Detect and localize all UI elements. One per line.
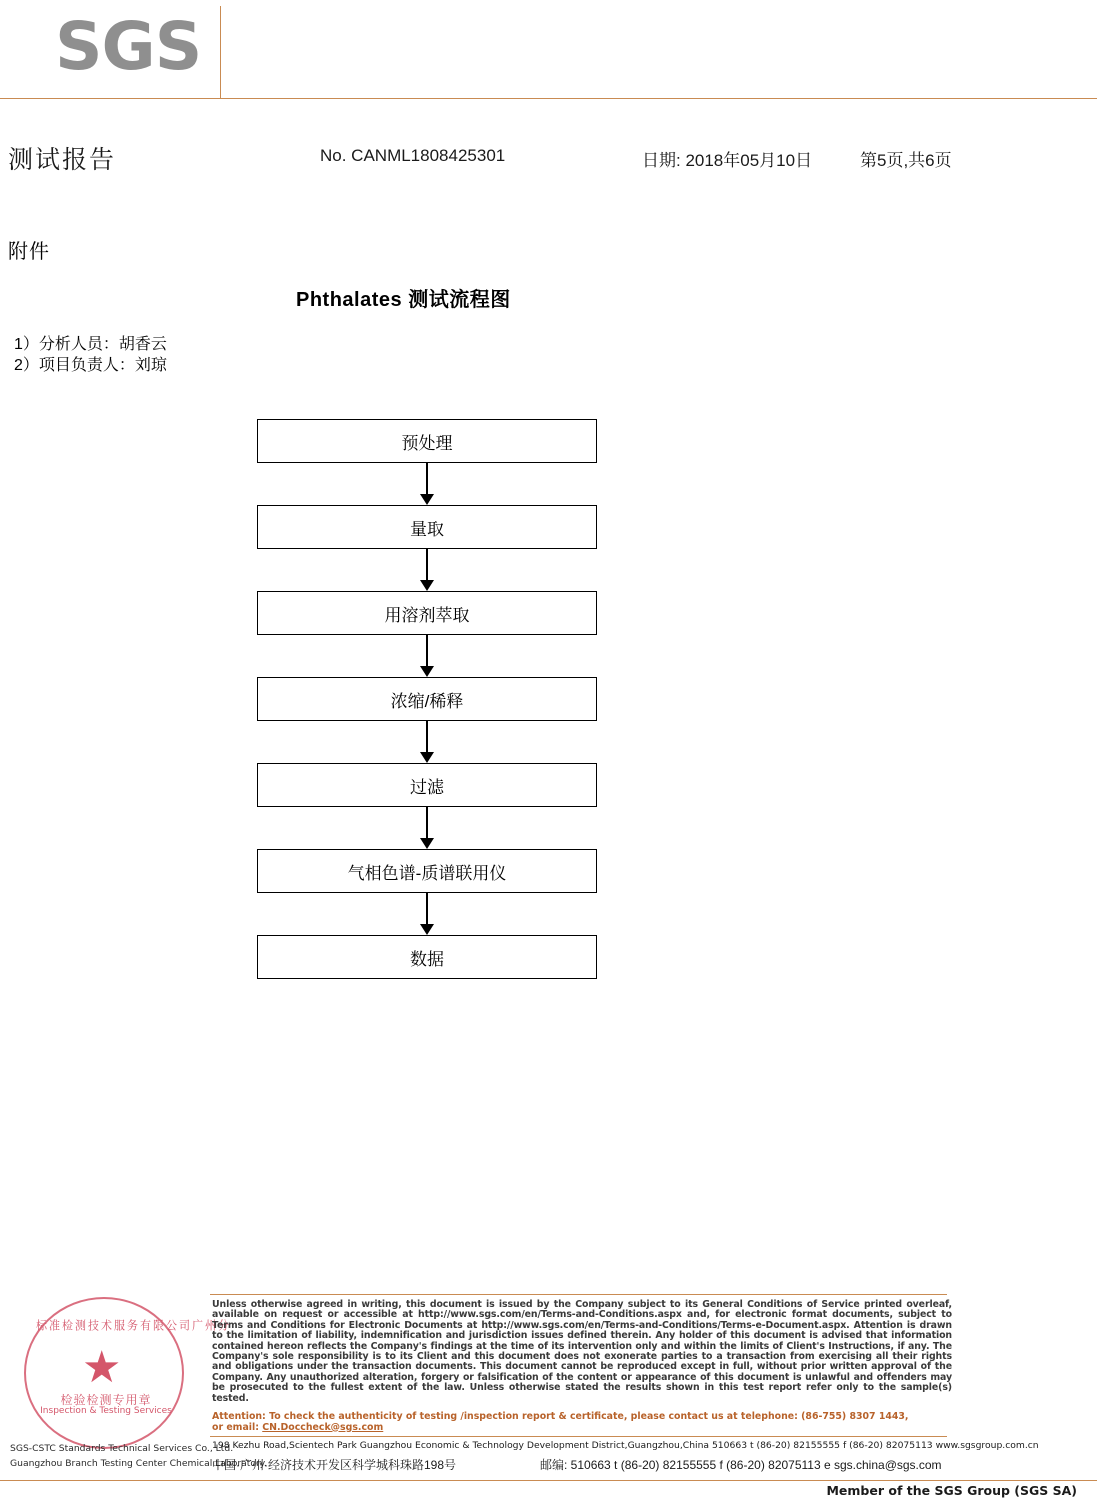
personnel-list (14, 334, 167, 376)
footer-divider-mid (210, 1436, 947, 1437)
flow-arrow-icon (257, 635, 597, 677)
process-flowchart (257, 419, 597, 979)
header-vertical-divider (220, 6, 221, 98)
flow-arrow-icon (257, 807, 597, 849)
footer-attention-line-2 (212, 1423, 952, 1434)
page-title: 测试报告 (8, 146, 117, 174)
doccheck-email-link[interactable]: CN.Doccheck@sgs.com (262, 1421, 384, 1433)
flow-node: 量取 (257, 505, 597, 549)
report-date: 日期: 2018年05月10日 (642, 151, 813, 170)
flowchart-title: Phthalates 测试流程图 (296, 289, 511, 311)
inspection-seal-stamp: 标准检测技术服务有限公司广州分 ★ 检验检测专用章 Inspection & Testing Services SGS-CSTC Standards Technical Services Co., Ltd. Guangzhou Branch Testing Center Chemical Laboratory. (10, 1293, 206, 1453)
list-item: 1）分析人员：胡香云 (14, 336, 167, 353)
header-horizontal-divider (0, 98, 1097, 99)
flow-node: 浓缩/稀释 (257, 677, 597, 721)
report-number: No. CANML1808425301 (320, 146, 506, 165)
seal-center-text-en: Inspection & Testing Services (40, 1406, 172, 1416)
flow-node: 气相色谱-质谱联用仪 (257, 849, 597, 893)
footer-attention-prefix: or email: (212, 1421, 263, 1433)
lab-entity-line-1: SGS-CSTC Standards Technical Services Co., Ltd. (10, 1443, 234, 1454)
footer-divider-bottom (0, 1480, 1097, 1481)
footer-divider-top (210, 1294, 947, 1295)
lab-entity-line-2: Guangzhou Branch Testing Center Chemical Laboratory. (10, 1458, 267, 1469)
footer-attention (212, 1412, 952, 1433)
flow-arrow-icon (257, 463, 597, 505)
footer-address-cn-1: 中国·广州·经济技术开发区科学城科珠路198号 (212, 1458, 457, 1472)
footer-attention-line-1: Attention: To check the authenticity of testing /inspection report & certificate, please contact us at telephone: (86-755) 8307 1443, (212, 1411, 909, 1422)
page-footer (0, 1290, 1097, 1500)
page-indicator: 第5页,共6页 (860, 151, 952, 170)
footer-disclaimer: Unless otherwise agreed in writing, this document is issued by the Company subject to its General Conditions of Service printed overleaf, available on request or accessible at http://www.sgs.com/en/Terms-and-Conditions.aspx and, for electronic format documents, subject to Terms and Conditions for Electronic Documents at http://www.sgs.com/en/Terms-and-Conditions/Terms-e-Document.aspx. Attention is drawn to the limitation of liability, indemnification and jurisdiction issues defined therein. Any holder of this document is advised that information contained hereon reflects the Company's findings at the time of its intervention only and within the limits of Client's Instructions, if any. The Company's sole responsibility is to its Client and this document does not exonerate parties to a transaction from exercising all their rights and obligations under the transaction documents. This document cannot be reproduced except in full, without prior written approval of the Company. Any unauthorized alteration, forgery or falsification of the content or appearance of this document is unlawful and offenders may be prosecuted to the fullest extent of the law. Unless otherwise stated the results shown in this test report refer only to the sample(s) tested. (212, 1299, 952, 1404)
attachment-heading: 附件 (8, 241, 50, 263)
seal-center-text: 检验检测专用章 (60, 1393, 152, 1407)
flow-node: 数据 (257, 935, 597, 979)
flow-arrow-icon (257, 893, 597, 935)
footer-member-text: Member of the SGS Group (SGS SA) (826, 1483, 1077, 1498)
flow-node: 过滤 (257, 763, 597, 807)
flow-node: 预处理 (257, 419, 597, 463)
footer-address-cn (212, 1458, 957, 1472)
seal-top-text: 标准检测技术服务有限公司广州分 (36, 1319, 231, 1333)
page-header (0, 0, 1097, 105)
flow-arrow-icon (257, 721, 597, 763)
sgs-logo: SGS (55, 8, 202, 85)
list-item: 2）项目负责人：刘琼 (14, 357, 167, 374)
flow-node: 用溶剂萃取 (257, 591, 597, 635)
footer-address-en: 198 Kezhu Road,Scientech Park Guangzhou Economic & Technology Development District,Guangzhou,China 510663 t (86-20) 82155555 f (86-20) 82075113 www.sgsgroup.com.cn (212, 1440, 1039, 1451)
flow-arrow-icon (257, 549, 597, 591)
footer-address-cn-2: 邮编: 510663 t (86-20) 82155555 f (86-20) 82075113 e sgs.china@sgs.com (540, 1458, 942, 1472)
report-title-row (0, 140, 1097, 174)
